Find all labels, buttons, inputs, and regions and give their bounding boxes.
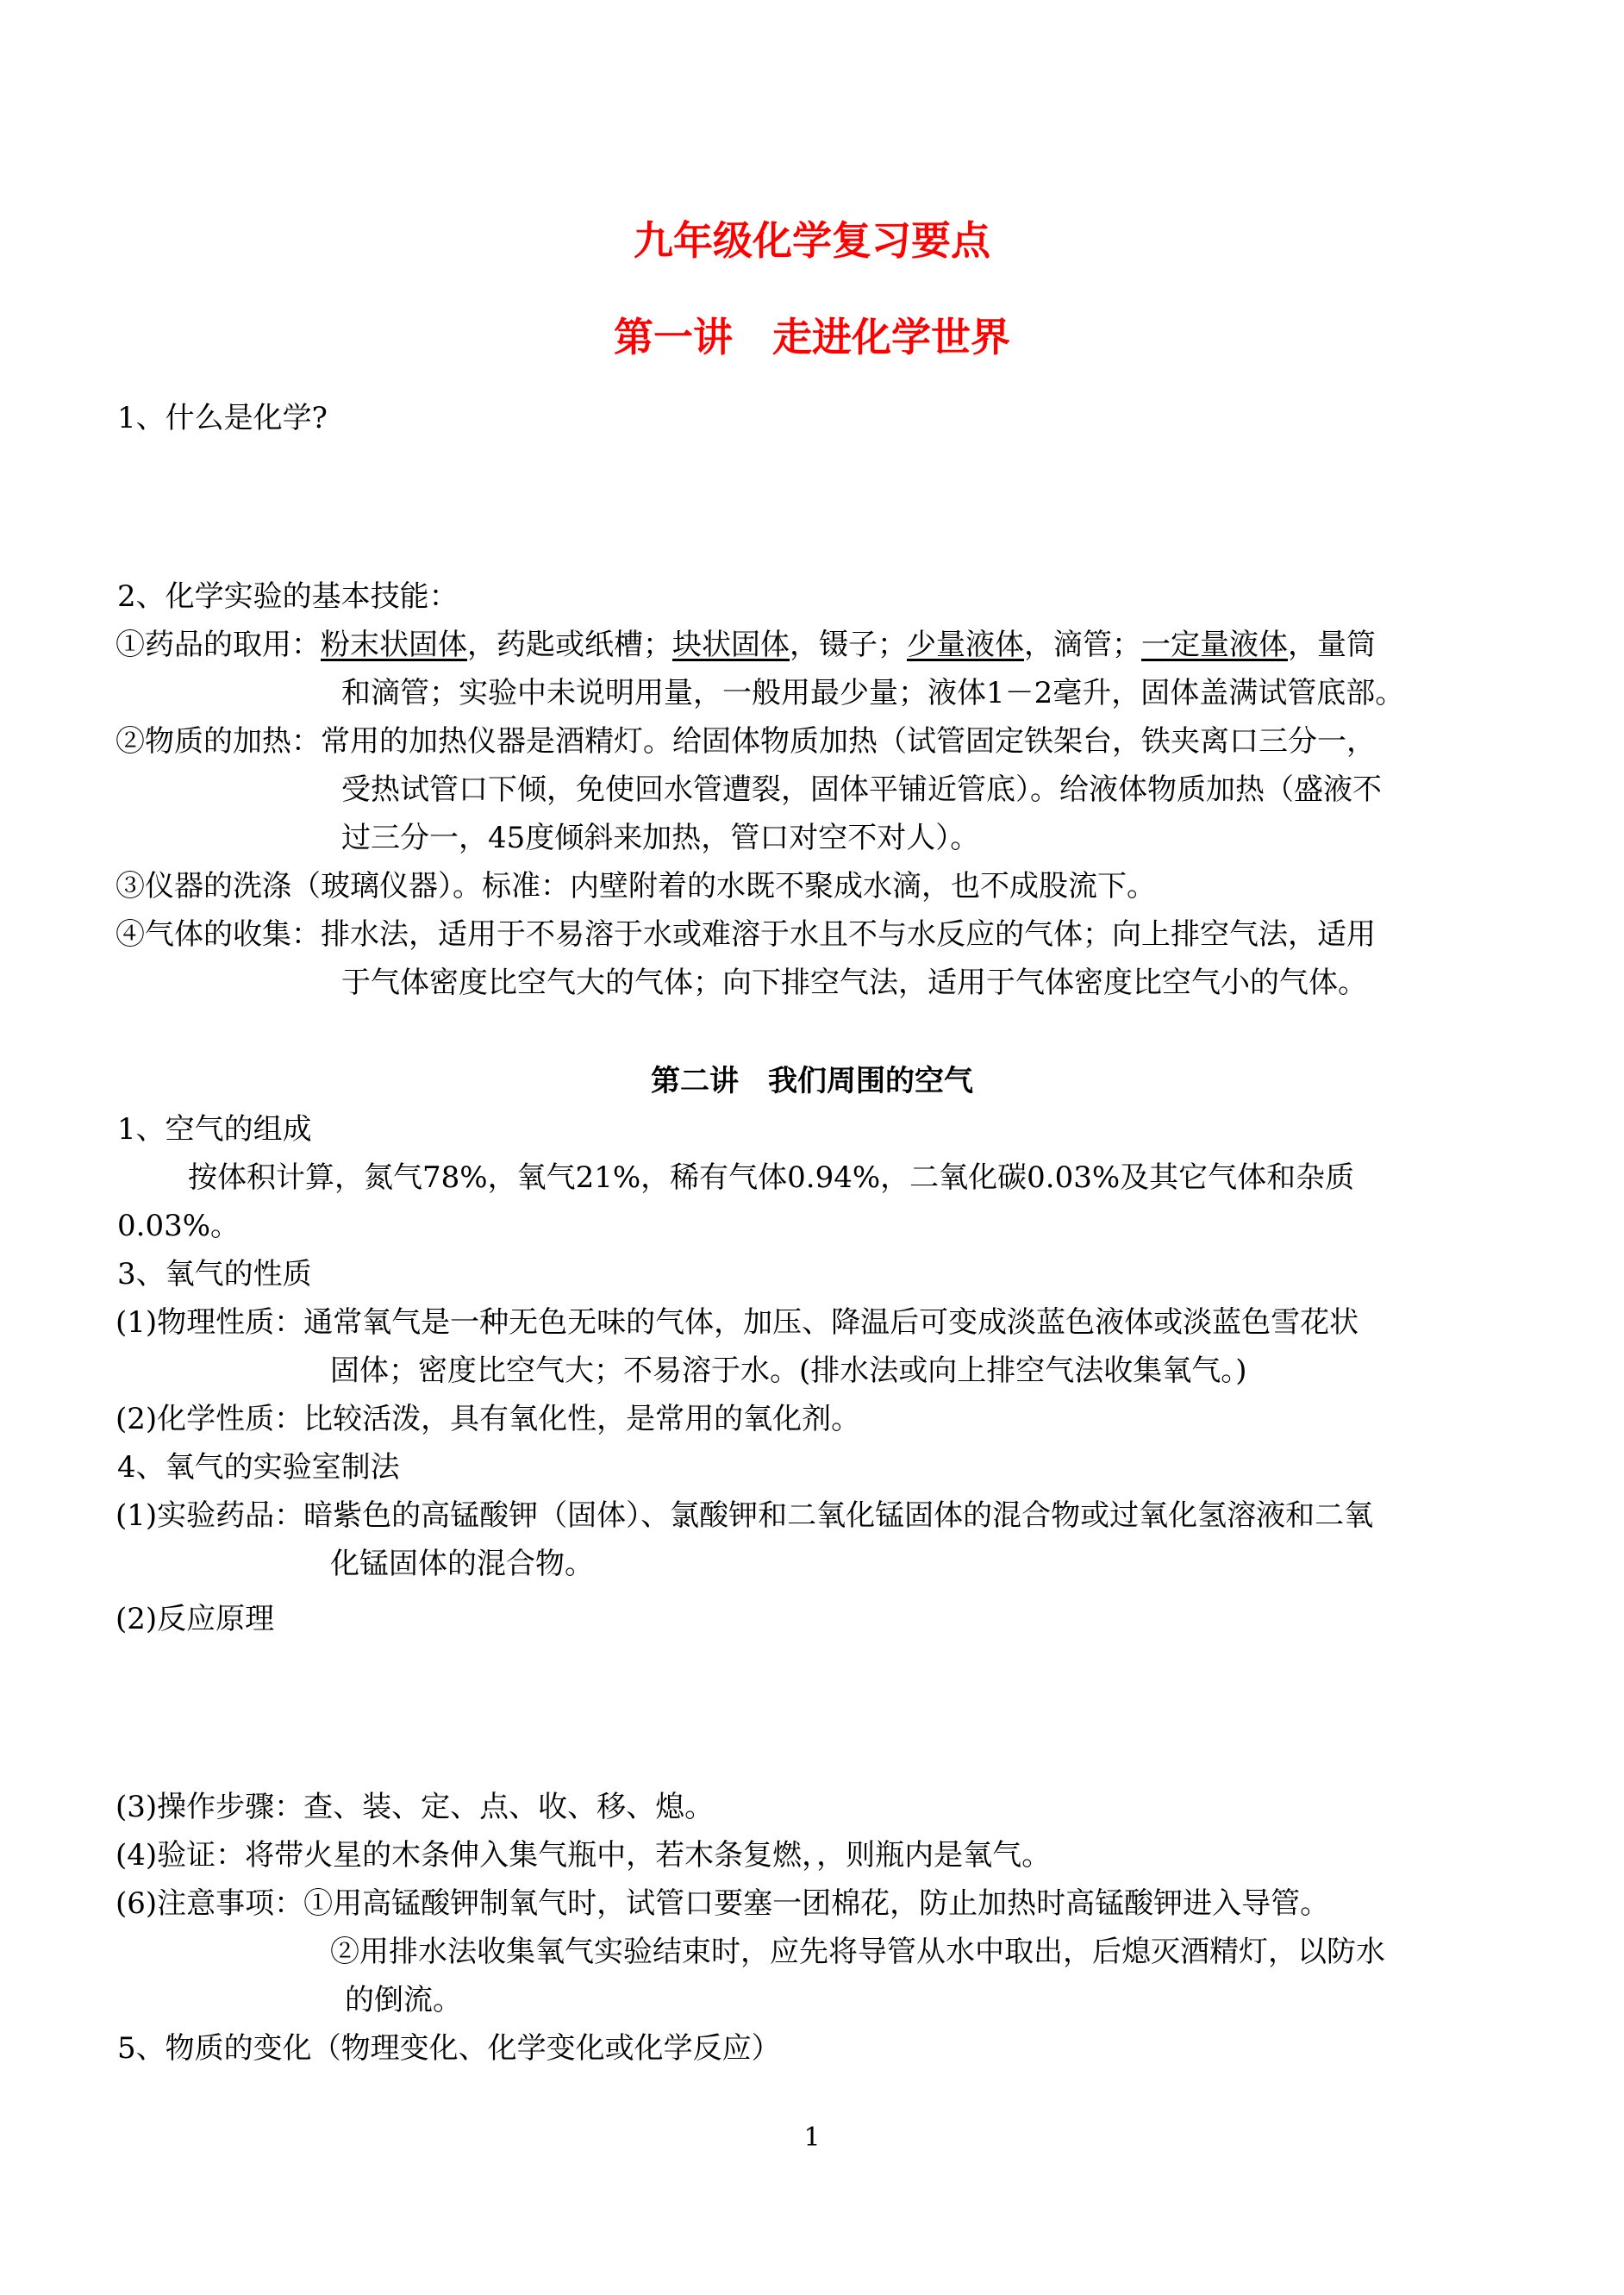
question-1: 1、什么是化学?	[117, 401, 328, 435]
item-2-line-3: 过三分一，45度倾斜来加热，管口对空不对人）。	[341, 821, 980, 855]
precautions-line-1: (6)注意事项：①用高锰酸钾制氧气时，试管口要塞一团棉花，防止加热时高锰酸钾进入导管。	[116, 1886, 1330, 1921]
section-air-composition: 1、空气的组成	[117, 1112, 312, 1147]
item-2-line-2: 受热试管口下倾，免使回水管遭裂，固体平铺近管底）。给液体物质加热（盛液不	[341, 772, 1382, 807]
item-1-text: ，量筒	[1288, 628, 1376, 662]
precautions-line-2: ②用排水法收集氧气实验结束时，应先将导管从水中取出，后熄灭酒精灯，以防水	[330, 1935, 1385, 1969]
verification: (4)验证：将带火星的木条伸入集气瓶中，若木条复燃，，则瓶内是氧气。	[116, 1838, 1052, 1873]
operation-steps: (3)操作步骤：查、装、定、点、收、移、熄。	[116, 1790, 715, 1824]
lecture2-title: 第二讲 我们周围的空气	[651, 1064, 973, 1098]
air-composition-line-1: 按体积计算，氮气78%，氧气21%，稀有气体0.94%，二氧化碳0.03%及其它气体和杂质	[188, 1160, 1355, 1195]
section-oxygen-properties: 3、氧气的性质	[117, 1257, 312, 1291]
item-4-line-2: 于气体密度比空气大的气体；向下排空气法，适用于气体密度比空气小的气体。	[341, 966, 1367, 1000]
precautions-line-3: 的倒流。	[345, 1983, 462, 2017]
question-2: 2、化学实验的基本技能：	[117, 579, 459, 614]
reagents-line-2: 化锰固体的混合物。	[330, 1547, 594, 1581]
physical-properties-line-2: 固体；密度比空气大；不易溶于水。(排水法或向上排空气法收集氧气。)	[330, 1354, 1247, 1388]
physical-properties-line-1: (1)物理性质：通常氧气是一种无色无味的气体，加压、降温后可变成淡蓝色液体或淡蓝色雪花状	[116, 1305, 1359, 1340]
term-measured-liquid: 一定量液体	[1141, 628, 1288, 662]
section-material-change: 5、物质的变化（物理变化、化学变化或化学反应）	[117, 2031, 781, 2066]
item-2-line-1: ②物质的加热：常用的加热仪器是酒精灯。给固体物质加热（试管固定铁架台，铁夹离口三分一，	[116, 724, 1376, 759]
term-powder-solid: 粉末状固体	[321, 628, 467, 662]
item-1-text: ，镊子；	[790, 628, 907, 662]
item-1-text: ，药匙或纸槽；	[467, 628, 672, 662]
document-title: 九年级化学复习要点	[634, 217, 990, 264]
page-number: 1	[803, 2123, 821, 2153]
lecture1-title: 第一讲 走进化学世界	[614, 314, 1010, 360]
item-1-line-2: 和滴管；实验中未说明用量，一般用最少量；液体1－2毫升，固体盖满试管底部。	[341, 676, 1405, 710]
reaction-principle: (2)反应原理	[116, 1602, 275, 1636]
item-3: ③仪器的洗涤（玻璃仪器）。标准：内壁附着的水既不聚成水滴，也不成股流下。	[116, 869, 1156, 904]
air-composition-line-2: 0.03%。	[117, 1209, 240, 1243]
term-small-liquid: 少量液体	[907, 628, 1024, 662]
item-1-text: ，滴管；	[1024, 628, 1141, 662]
section-oxygen-preparation: 4、氧气的实验室制法	[117, 1450, 400, 1485]
item-1-label: ①药品的取用：	[116, 628, 321, 662]
item-4-line-1: ④气体的收集：排水法，适用于不易溶于水或难溶于水且不与水反应的气体；向上排空气法，适用	[116, 917, 1376, 952]
term-block-solid: 块状固体	[672, 628, 790, 662]
reagents-line-1: (1)实验药品：暗紫色的高锰酸钾（固体）、氯酸钾和二氧化锰固体的混合物或过氧化氢溶液和二氧	[116, 1498, 1374, 1533]
chemical-properties: (2)化学性质：比较活泼，具有氧化性，是常用的氧化剂。	[116, 1402, 861, 1436]
item-1-line-1	[116, 628, 1376, 662]
